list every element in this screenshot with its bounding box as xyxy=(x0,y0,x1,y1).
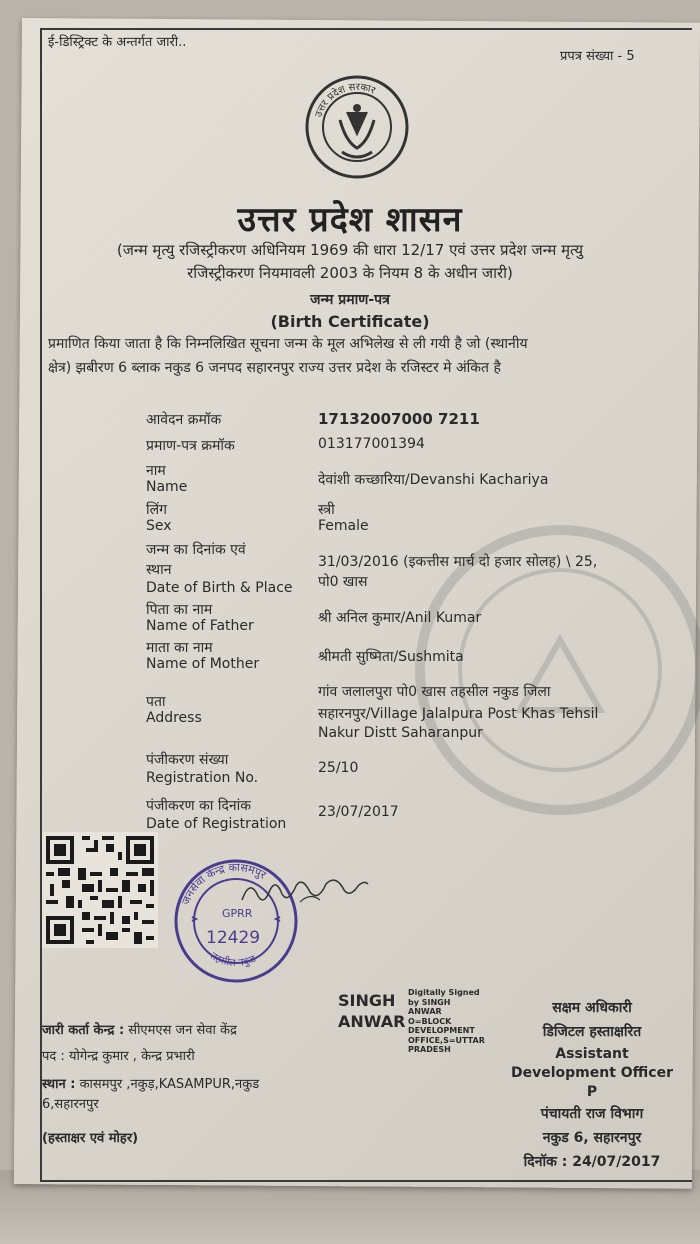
up-emblem-icon xyxy=(302,72,412,182)
name-value: देवांशी कच्छारिया/Devanshi Kachariya xyxy=(318,472,549,488)
registration-date-label-hindi: पंजीकरण का दिनांक xyxy=(146,798,252,814)
mother-label-english: Name of Mother xyxy=(146,656,260,672)
issuer-post-label: पद : xyxy=(42,1049,65,1064)
issuer-post-value: योगेन्द्र कुमार , केन्द्र प्रभारी xyxy=(68,1049,195,1064)
father-label-english: Name of Father xyxy=(146,618,254,634)
issuer-center xyxy=(42,1020,237,1038)
dob-label-hindi-2: स्थान xyxy=(146,562,172,578)
issuer-place-line-2: 6,सहारनपुर xyxy=(42,1097,99,1112)
officer-line-4: Development Officer xyxy=(510,1065,673,1081)
issuer-center-label: जारी कर्ता केन्द्र : xyxy=(42,1023,125,1038)
svg-text:तहसील नकुड xyxy=(208,951,258,969)
father-value: श्री अनिल कुमार/Anil Kumar xyxy=(318,610,482,626)
father-label-hindi: पिता का नाम xyxy=(146,602,213,618)
sex-value-hindi: स्त्री xyxy=(318,502,335,518)
intro-line-2: क्षेत्र) झबीरण 6 ब्लाक नकुड 6 जनपद सहारनपुर राज्य उत्तर प्रदेश के रजिस्टर मे अंकित है xyxy=(48,360,501,376)
dob-label-hindi-1: जन्म का दिनांक एवं xyxy=(146,542,246,558)
ds-detail-4: O=BLOCK xyxy=(408,1016,452,1026)
registration-label-english: Registration No. xyxy=(146,770,259,786)
seal-top-text: जनसेवा केन्द्र कासमपुर xyxy=(179,860,269,907)
mother-label-hindi: माता का नाम xyxy=(146,640,213,656)
officer-line-3: Assistant xyxy=(555,1046,629,1062)
seal-number: 12429 xyxy=(206,928,261,948)
application-label: आवेदन क्रमॉक xyxy=(146,412,222,428)
dob-value-1: 31/03/2016 (इकत्तीस मार्च दो हजार सोलह) \ 25, xyxy=(318,554,598,570)
certificate-title-english: (Birth Certificate) xyxy=(270,312,430,331)
issuer-place xyxy=(42,1074,259,1092)
ds-detail-6: OFFICE,S=UTTAR xyxy=(408,1035,485,1045)
sex-label-english: Sex xyxy=(146,518,172,534)
qr-code-icon xyxy=(42,832,158,948)
issuer-post xyxy=(42,1046,195,1064)
certificate-title-hindi: जन्म प्रमाण-पत्र xyxy=(310,292,390,308)
officer-date xyxy=(492,1152,692,1171)
seal-bottom-text: तहसील नकुड xyxy=(208,950,258,969)
officer-date-value: 24/07/2017 xyxy=(572,1154,661,1170)
certificate-number: 013177001394 xyxy=(318,436,425,452)
registration-date-label-english: Date of Registration xyxy=(146,816,287,832)
name-label-hindi: नाम xyxy=(146,463,166,479)
issuer-center-value: सीएमएस जन सेवा केंद्र xyxy=(128,1023,237,1038)
sex-label-hindi: लिंग xyxy=(146,502,167,518)
ds-detail-1: Digitally Signed xyxy=(408,988,480,997)
digital-signer-name xyxy=(338,990,405,1032)
dob-value-2: पो0 खास xyxy=(318,574,368,590)
sex-value-english: Female xyxy=(318,518,369,534)
certificate-label: प्रमाण-पत्र क्रमॉक xyxy=(146,438,235,454)
subtitle-line-2: रजिस्ट्रीकरण नियमावली 2003 के नियम 8 के अधीन जारी) xyxy=(187,264,513,282)
address-label-english: Address xyxy=(146,710,202,726)
handwritten-signature xyxy=(240,872,370,912)
ds-detail-5: DEVELOPMENT xyxy=(408,1026,475,1035)
issuer-place-label: स्थान : xyxy=(42,1077,76,1092)
name-label-english: Name xyxy=(146,479,188,495)
signer-name-line-2: ANWAR xyxy=(338,1012,406,1031)
subtitle-line-1: (जन्म मृत्यु रजिस्ट्रीकरण अधिनियम 1969 की धारा 12/17 एवं उत्तर प्रदेश जन्म मृत्यु xyxy=(116,241,584,259)
officer-date-label: दिनॉक : xyxy=(523,1154,568,1170)
address-label-hindi: पता xyxy=(146,694,166,710)
officer-line-2: डिजिटल हस्ताक्षरित xyxy=(542,1024,642,1040)
ds-detail-3: ANWAR xyxy=(408,1007,442,1016)
registration-date-value: 23/07/2017 xyxy=(318,804,399,820)
officer-line-6: पंचायती राज विभाग xyxy=(540,1106,644,1122)
registration-number: 25/10 xyxy=(318,760,359,776)
ds-detail-7: PRADESH xyxy=(408,1045,451,1054)
officer-line-7: नकुड 6, सहारनपुर xyxy=(542,1130,642,1146)
intro-line-1: प्रमाणित किया जाता है कि निम्नलिखित सूचना जन्म के मूल अभिलेख से ली गयी है जो (स्थानीय xyxy=(48,336,528,352)
issuer-place-value: कासमपुर ,नकुड़,KASAMPUR,नकुड xyxy=(79,1077,260,1092)
dob-label-english: Date of Birth & Place xyxy=(146,580,293,596)
application-number: 17132007000 7211 xyxy=(318,410,480,428)
address-value-3: Nakur Distt Saharanpur xyxy=(318,725,483,741)
address-value-2: सहारनपुर/Village Jalalpura Post Khas Tehsil xyxy=(318,706,599,722)
form-number: प्रपत्र संख्या - 5 xyxy=(560,49,635,64)
signer-name-line-1: SINGH xyxy=(338,991,396,1010)
top-left-note: ई-डिस्ट्रिक्ट के अन्तर्गत जारी.. xyxy=(48,35,187,50)
seal-label: GPRR xyxy=(222,907,253,920)
mother-value: श्रीमती सुष्मिता/Sushmita xyxy=(318,649,464,665)
officer-line-1: सक्षम अधिकारी xyxy=(552,1000,632,1016)
signature-seal-label: (हस्ताक्षर एवं मोहर) xyxy=(42,1131,139,1146)
officer-line-5: P xyxy=(586,1084,598,1100)
registration-label-hindi: पंजीकरण संख्या xyxy=(146,752,229,768)
digital-signature-details xyxy=(408,988,485,1055)
ds-detail-2: by SINGH xyxy=(408,997,451,1007)
page-title: उत्तर प्रदेश शासन xyxy=(237,200,463,240)
svg-text:उत्तर प्रदेश सरकार: उत्तर प्रदेश सरकार xyxy=(313,81,377,119)
address-value-1: गांव जलालपुरा पो0 खास तहसील नकुड जिला xyxy=(318,684,551,700)
